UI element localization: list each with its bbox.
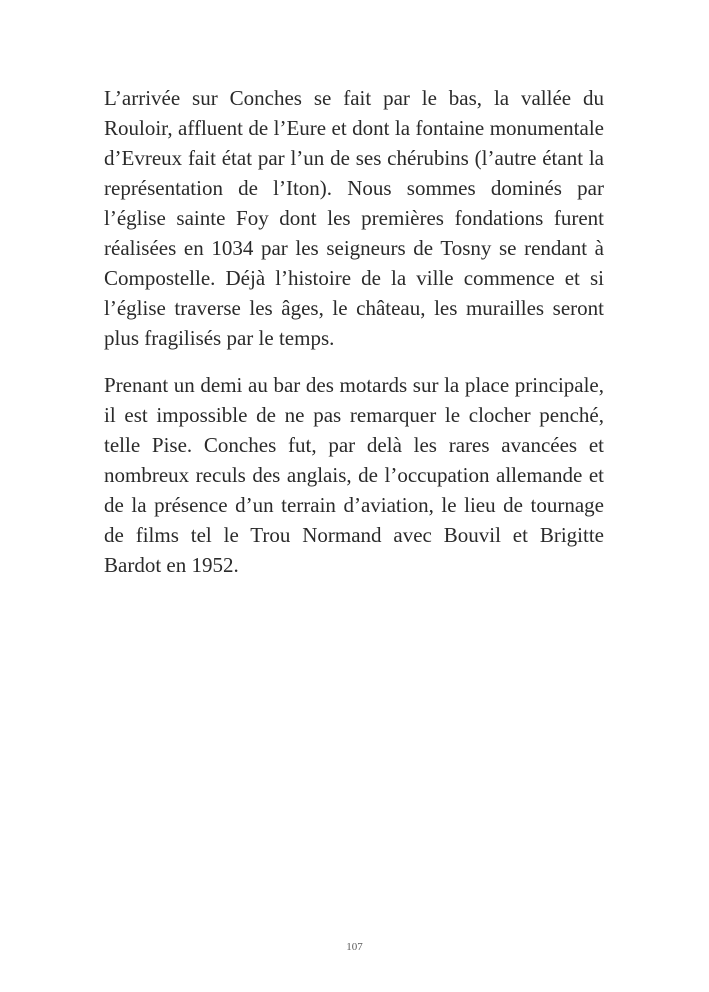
body-text — [104, 83, 604, 597]
page-number: 107 — [346, 941, 363, 953]
paragraph-2: Prenant un demi au bar des motards sur la place principale, il est impossible de ne pas remarquer le clocher penché, telle Pise. Conches fut, par delà les rares avancées et nombreux reculs des anglais, de l’occupation allemande et de la présence d’un terrain d’aviation, le lieu de tournage de films tel le Trou Normand avec Bouvil et Brigitte Bardot en 1952. — [104, 373, 604, 577]
paragraph-1: L’arrivée sur Conches se fait par le bas, la vallée du Rouloir, affluent de l’Eure et dont la fontaine monumentale d’Evreux fait état par l’un de ses chérubins (l’autre étant la représentation de l’Iton). Nous sommes dominés par l’église sainte Foy dont les premières fondations furent réalisées en 1034 par les seigneurs de Tosny se rendant à Compostelle. Déjà l’histoire de la ville commence et si l’église traverse les âges, le château, les murailles seront plus fragilisés par le temps. — [104, 86, 604, 350]
